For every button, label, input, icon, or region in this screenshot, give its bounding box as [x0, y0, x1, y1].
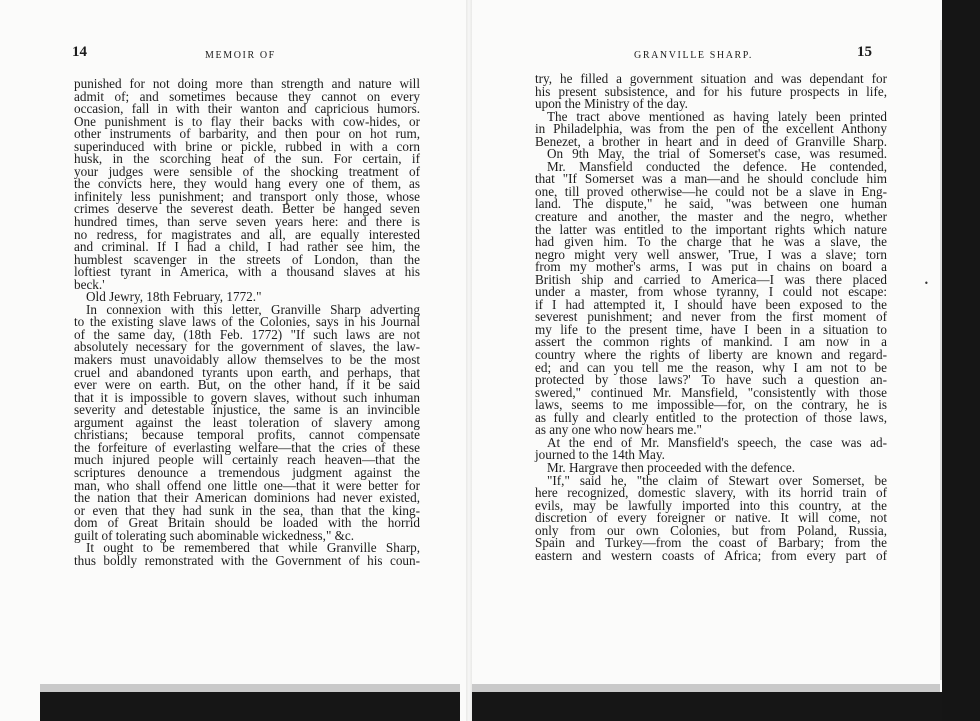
- text-line: discretion of every foreigner or native. It will come, not: [535, 510, 887, 526]
- text-line: It ought to be remembered that while Granville Sharp,: [86, 540, 420, 556]
- text-line: occasion, fall in with their wanton and capricious humors.: [74, 101, 420, 117]
- text-line: negro might very well answer, 'True, I was a slave; torn: [535, 246, 887, 262]
- text-line: In connexion with this letter, Granville Sharp adverting: [86, 301, 420, 317]
- text-line: punished for not doing more than strength and nature will: [74, 76, 420, 91]
- text-line: laws, seems to me impossible—for, on the contrary, he is: [535, 397, 887, 413]
- text-line: cruel and abandoned tyrants upon earth, and perhaps, that: [74, 364, 420, 380]
- margin-speck: •: [924, 279, 929, 288]
- scan-shadow-right: [472, 684, 940, 692]
- text-line: Mr. Hargrave then proceeded with the defence.: [547, 459, 796, 475]
- text-line: or even that they had sunk in the sea, than that the king-: [74, 502, 420, 518]
- text-line: from my mother's arms, I was put in chains on board a: [535, 259, 887, 275]
- text-line: argument against the least toleration of slavery among: [74, 414, 420, 430]
- text-line: thus boldly remonstrated with the Government of his coun-: [74, 552, 420, 568]
- book-gutter: [466, 0, 472, 721]
- right-running-head: GRANVILLE SHARP.: [634, 50, 753, 61]
- right-page-number: 15: [857, 44, 872, 60]
- text-line: had given him. To the charge that he was a slave, the: [535, 234, 887, 250]
- text-line: creature and another, the master and the negro, whether: [535, 209, 887, 225]
- text-line: On 9th May, the trial of Somerset's case, was resumed.: [547, 146, 887, 162]
- text-line: try, he filled a government situation and was dependant for: [535, 71, 887, 86]
- text-line: the nation that their American dominions had never existed,: [74, 490, 420, 506]
- letter-signoff: Old Jewry, 18th February, 1772.": [86, 289, 262, 305]
- text-line: crimes deserve the severest death. Better be hanged seven: [74, 201, 420, 217]
- text-line: upon the Ministry of the day.: [535, 96, 688, 112]
- text-line: under a master, from whose tyranny, I could not escape:: [535, 284, 887, 300]
- text-line: protected by those laws?' To have such a question an-: [535, 372, 887, 388]
- text-line: beck.': [74, 276, 105, 292]
- text-line: ever were on earth. But, on the other hand, if it be said: [74, 377, 420, 393]
- text-line: country where the rights of liberty are known and regard-: [535, 347, 887, 363]
- text-line: assert the common rights of mankind. I am now in a: [535, 334, 887, 350]
- text-line: admit of; and sometimes because they cannot on every: [74, 88, 420, 104]
- text-line: One punishment is to flay their backs with cow-hides, or: [74, 113, 420, 129]
- left-running-head: MEMOIR OF: [205, 50, 276, 61]
- text-line: the convicts here, they would hang every one of them, as: [74, 176, 420, 192]
- text-line: Spain and Turkey—from the coast of Barbary; from the: [535, 535, 887, 551]
- text-line: your judges were sensible of the shocking treatment of: [74, 163, 420, 179]
- text-line: to the existing slave laws of the Colonies, says in his Journal: [74, 314, 420, 330]
- text-line: much injured people will certainly reach heaven—that the: [74, 452, 420, 468]
- text-line: absolutely necessary for the government of slaves, the law-: [74, 339, 420, 355]
- text-line: "If," said he, "the claim of Stewart over Somerset, be: [547, 472, 887, 488]
- text-line: my life to the present time, have I been in a situation to: [535, 321, 887, 337]
- text-line: as any one who now hears me.": [535, 422, 702, 438]
- scan-border-bottom-left: [40, 692, 460, 721]
- scan-shadow-left: [40, 684, 460, 692]
- text-line: husk, in the scorching heat of the sun. For certain, if: [74, 151, 420, 167]
- text-line: severest punishment; and never from the first moment of: [535, 309, 887, 325]
- text-line: eastern and western coasts of Africa; from every part of: [535, 547, 887, 563]
- text-line: loftiest tyrant in America, with a thousand slaves at his: [74, 264, 420, 280]
- text-line: Mr. Mansfield conducted the defence. He contended,: [547, 158, 887, 174]
- text-line: his present subsistence, and for his future prospects in life,: [535, 83, 887, 99]
- text-line: evils, may be lawfully imported into this country, at the: [535, 497, 887, 513]
- text-line: and criminal. If I had a child, I had rather see him, the: [74, 239, 420, 255]
- text-line: man, who shall offend one little one—that it were better for: [74, 477, 420, 493]
- text-line: in Philadelphia, was from the pen of the excellent Anthony: [535, 121, 887, 137]
- text-line: only from our own Colonies, but from Poland, Russia,: [535, 522, 887, 538]
- left-page-number: 14: [72, 44, 87, 60]
- text-line: severity and detestable injustice, the same is an invincible: [74, 402, 420, 418]
- text-line: land. The dispute," he said, "was between one human: [535, 196, 887, 212]
- text-line: other instruments of barbarity, and then pour on hot rum,: [74, 126, 420, 142]
- text-line: humblest scavenger in the streets of London, than the: [74, 251, 420, 267]
- right-page-body: [535, 73, 887, 562]
- text-line: here recognized, domestic slavery, with its horrid train of: [535, 485, 887, 501]
- text-line: infinitely less punishment; and transport only those, whose: [74, 188, 420, 204]
- text-line: ed; and can you tell me the reason, why I am not to be: [535, 359, 887, 375]
- text-line: The tract above mentioned as having lately been printed: [547, 108, 887, 124]
- text-line: the latter was entitled to the important rights which nature: [535, 221, 887, 237]
- text-line: if I had attempted it, I should have been exposed to the: [535, 296, 887, 312]
- text-line: British ship and carried to America—I was there placed: [535, 271, 887, 287]
- text-line: no redress, for magistrates and all, are equally interested: [74, 226, 420, 242]
- text-line: makers must unavoidably allow themselves to be the most: [74, 352, 420, 368]
- text-line: hundred times, than serve seven years here: and there is: [74, 214, 420, 230]
- scan-border-bottom-right: [472, 692, 942, 721]
- text-line: that it is impossible to govern slaves, without such inhuman: [74, 389, 420, 405]
- scan-border-right: [942, 0, 980, 721]
- text-line: At the end of Mr. Mansfield's speech, the case was ad-: [547, 434, 887, 450]
- text-line: as fully and clearly entitled to the protection of those laws,: [535, 409, 887, 425]
- text-line: Benezet, a brother in heart and in deed of Granville Sharp.: [535, 133, 887, 149]
- left-page-body: [74, 78, 420, 567]
- text-line: dom of Great Britain should be loaded with the horrid: [74, 515, 420, 531]
- text-line: superinduced with brine or pickle, rubbed in with a corn: [74, 138, 420, 154]
- text-line: that "If Somerset was a man—and he should conclude him: [535, 171, 887, 187]
- text-line: guilt of tolerating such abominable wickedness," &c.: [74, 527, 355, 543]
- text-line: scriptures denounce a tremendous judgment against the: [74, 464, 420, 480]
- text-line: of the same day, (18th Feb. 1772) "If such laws are not: [74, 326, 420, 342]
- text-line: one, till proved otherwise—he could not be a slave in Eng-: [535, 183, 887, 199]
- text-line: the forfeiture of everlasting welfare—that the cries of these: [74, 439, 420, 455]
- text-line: swered," continued Mr. Mansfield, "consistently with those: [535, 384, 887, 400]
- text-line: christians; because temporal profits, cannot compensate: [74, 427, 420, 443]
- text-line: journed to the 14th May.: [535, 447, 665, 463]
